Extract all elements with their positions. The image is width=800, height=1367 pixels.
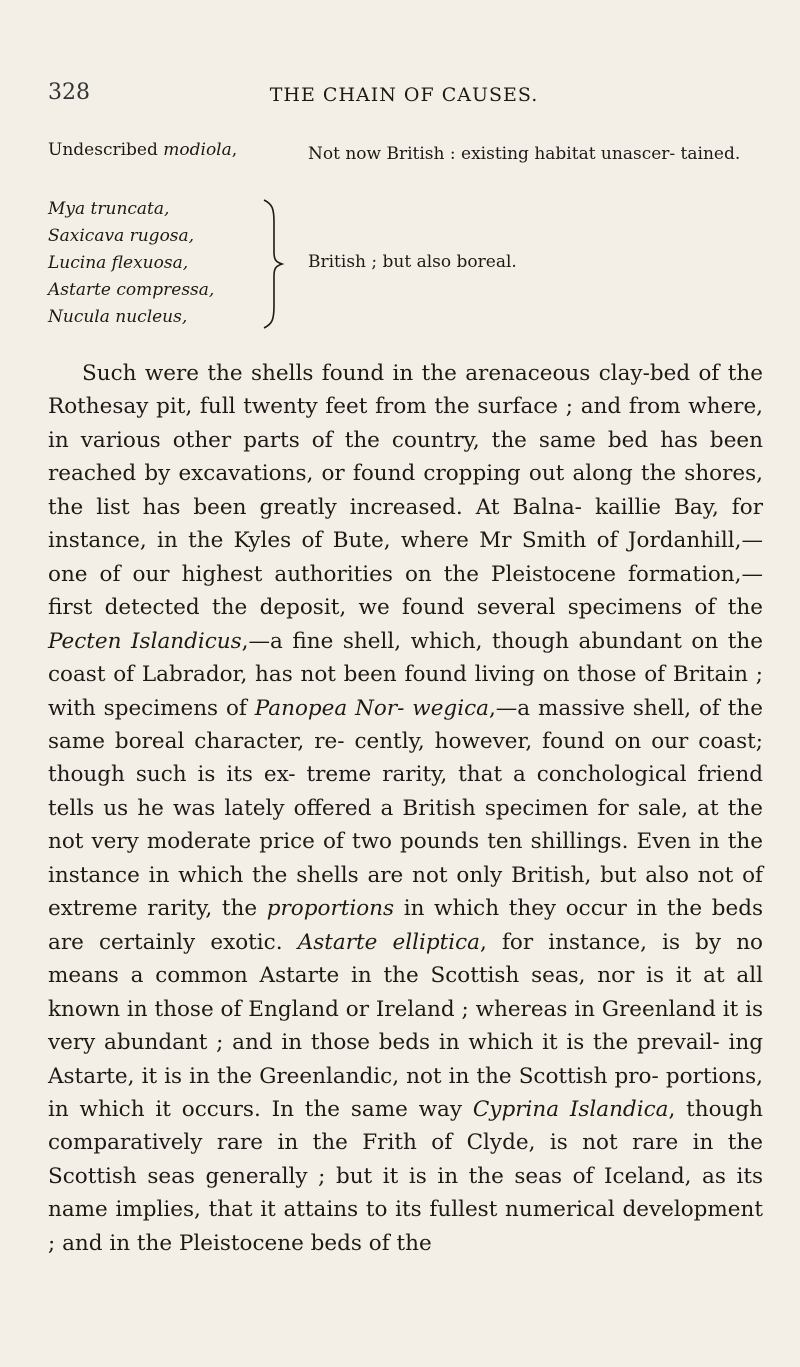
species-name: Undescribed modiola,	[48, 140, 238, 160]
species-name: Lucina flexuosa,	[48, 253, 189, 273]
species-name: Nucula nucleus,	[48, 307, 188, 327]
page-number: 328	[48, 80, 90, 105]
shell-list	[48, 140, 760, 330]
species-mention: Panopea Nor- wegica	[254, 695, 489, 721]
running-title: THE CHAIN OF CAUSES.	[269, 84, 539, 106]
species-mention: Astarte elliptica	[297, 929, 480, 955]
species-group	[48, 196, 214, 331]
species-status: Not now British : existing habitat unascer- tained.	[308, 144, 741, 164]
emphasis: proportions	[266, 896, 395, 922]
brace-icon	[262, 198, 286, 330]
page-header	[48, 80, 760, 120]
body-paragraph: Such were the shells found in the arenaceous clay-bed of the Rothesay pit, full twenty feet from the surface ; and from where, in various other parts of the country, the same bed has been reached by excavations, or found cropping out along the shores, the list has been greatly increased. At Balna- kaillie Bay, for instance, in the Kyles of Bute, where Mr Smith of Jordanhill,—one of our highest authorities on the Pleistocene formation,—first detected the deposit, we found several specimens of the Pecten Islandicus,—a fine shell, which, though abundant on the coast of Labrador, has not been found living on those of Britain ; with specimens of Panopea Nor- wegica,—a massive shell, of the same boreal character, re- cently, however, found on our coast; though such is its ex- treme rarity, that a conchological friend tells us he was lately offered a British specimen for sale, at the not very moderate price of two pounds ten shillings. Even in the instance in which the shells are not only British, but also not of extreme rarity, the proportions in which they occur in the beds are certainly exotic. Astarte elliptica, for instance, is by no means a common Astarte in the Scottish seas, nor is it at all known in those of England or Ireland ; whereas in Greenland it is very abundant ; and in those beds in which it is the prevail- ing Astarte, it is in the Greenlandic, not in the Scottish pro- portions, in which it occurs. In the same way Cyprina Islandica, though comparatively rare in the Frith of Clyde, is not rare in the Scottish seas generally ; but it is in the seas of Iceland, as its name implies, that it attains to its fullest numerical development ; and in the Pleistocene beds of the	[48, 361, 763, 1256]
species-mention: Pecten Islandicus	[48, 628, 242, 654]
species-name: Astarte compressa,	[48, 280, 215, 300]
species-name: Saxicava rugosa,	[48, 226, 195, 246]
species-group-status: British ; but also boreal.	[308, 252, 517, 272]
species-name: Mya truncata,	[48, 199, 170, 219]
species-mention: Cyprina Islandica	[472, 1096, 669, 1122]
